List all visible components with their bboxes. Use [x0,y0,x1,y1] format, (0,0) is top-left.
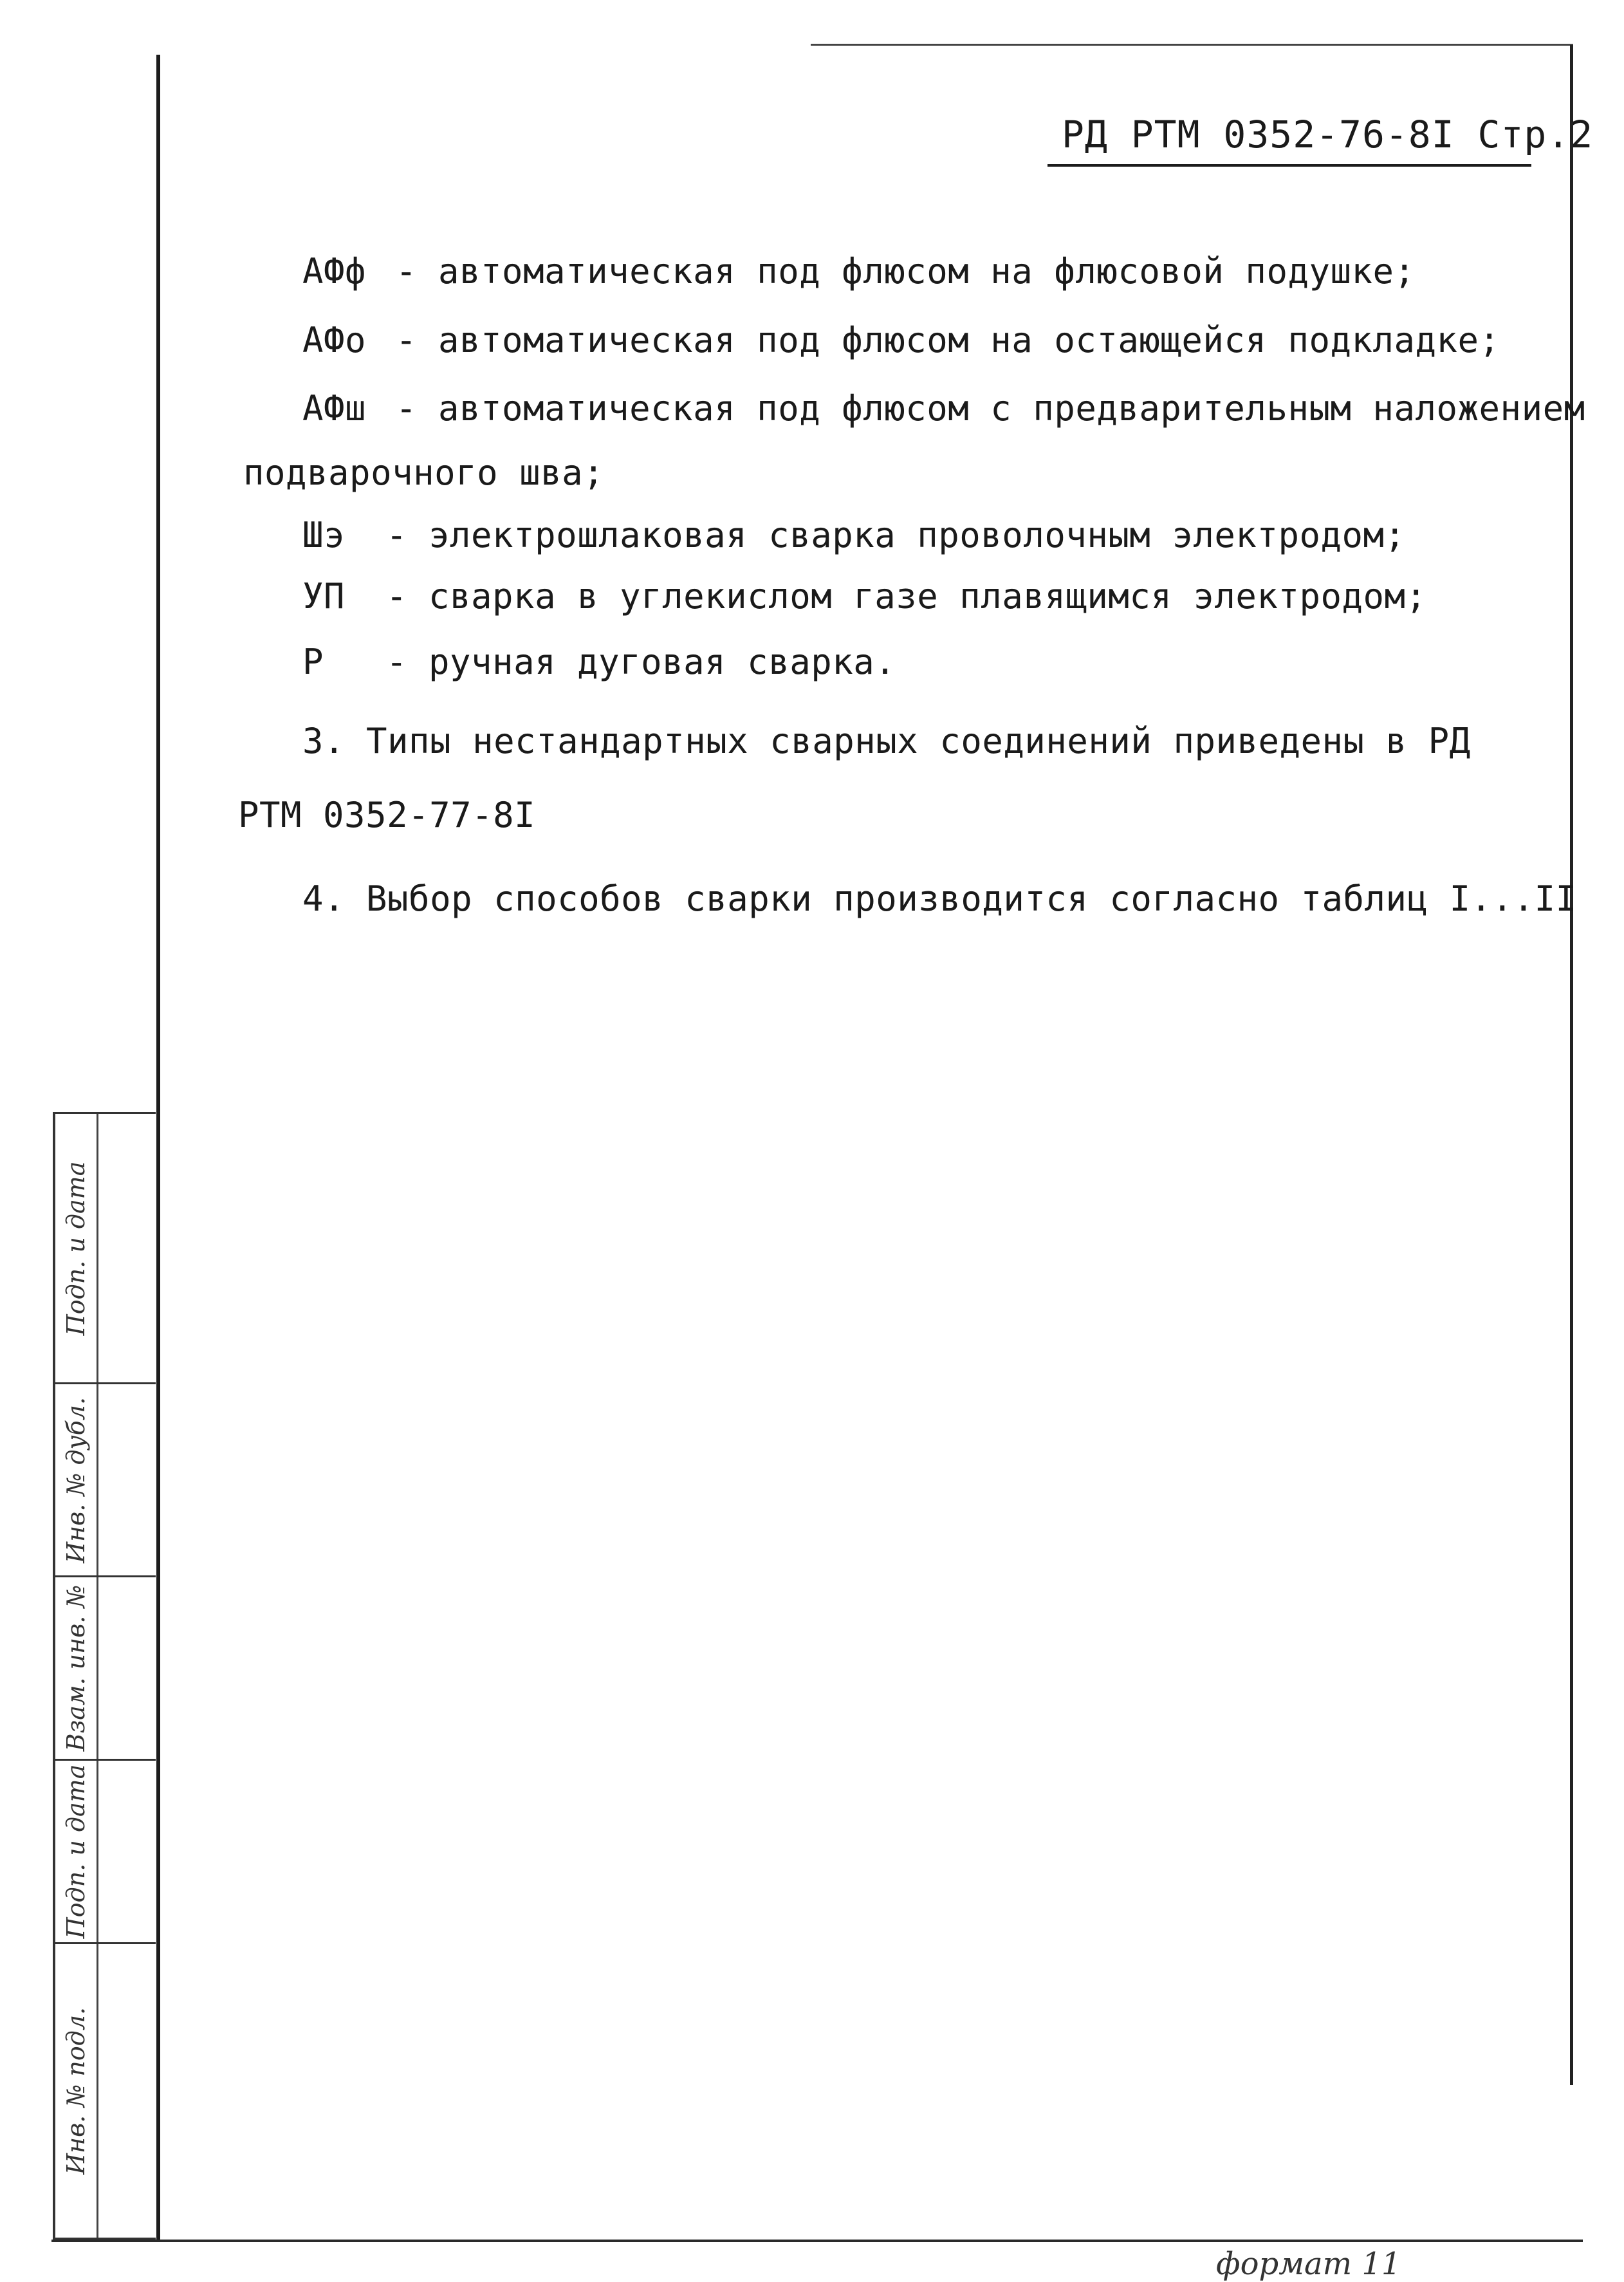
abbreviation-text: - автоматическая под флюсом с предварительным наложением [396,388,1585,429]
abbreviation-code: УП [302,576,346,617]
abbreviation-code: АФо [302,320,367,360]
stamp-cell [57,1384,95,1575]
approval-stamp [53,1112,156,2240]
abbreviation-code: АФш [302,388,367,429]
document-reference: РД РТМ 0352-76-8І Стр.2 [1062,113,1594,156]
stamp-label: Инв. № дубл. [62,1396,90,1563]
abbreviation-code: Р [302,642,324,682]
stamp-cell [57,1761,95,1942]
list-item [302,320,1500,360]
stamp-divider [53,2238,156,2240]
right-border [1570,45,1573,2085]
abbreviation-text: - электрошлаковая сварка проволочным электродом; [386,515,1406,555]
top-border [811,44,1573,46]
stamp-border [53,1112,55,2240]
abbreviation-text: - ручная дуговая сварка. [386,642,896,682]
list-item [302,515,1406,555]
stamp-label: Подп. и дата [62,1161,90,1335]
list-item [302,388,1585,429]
bottom-border [51,2240,1583,2242]
list-item [302,642,896,682]
abbreviation-text: - автоматическая под флюсом на флюсовой подушке; [396,251,1416,292]
format-label: формат 11 [1216,2246,1401,2282]
stamp-divider [97,1112,98,2240]
list-item [302,251,1416,292]
abbreviation-text: - автоматическая под флюсом на остающейся подкладке; [396,320,1500,360]
stamp-label: Взам. инв. № [62,1584,90,1752]
stamp-cell [57,1944,95,2238]
abbreviation-code: АФф [302,251,367,292]
paragraph-3-line-1: 3. Типы нестандартных сварных соединений приведены в РД [302,721,1471,761]
paragraph-3-line-2: РТМ 0352-77-8І [238,795,536,835]
stamp-label: Подп. и дата [62,1764,90,1939]
stamp-label: Инв. № подл. [62,2007,90,2175]
stamp-cell [57,1114,95,1382]
abbreviation-text: - сварка в углекислом газе плавящимся электродом; [386,576,1427,617]
paragraph-4: 4. Выбор способов сварки производится согласно таблиц І...ІІ [302,878,1577,919]
header-underline [1047,164,1531,167]
list-item [302,576,1427,617]
left-border [156,55,160,2241]
abbreviation-code: Шэ [302,515,346,555]
stamp-cell [57,1577,95,1759]
continuation-line: подварочного шва; [243,452,605,493]
